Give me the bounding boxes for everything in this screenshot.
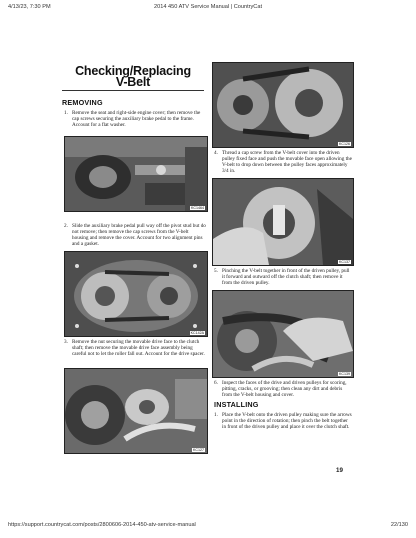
title-divider bbox=[62, 90, 204, 91]
page-title bbox=[60, 66, 206, 88]
step-number: 3. bbox=[64, 339, 68, 345]
print-page-title: 2014 450 ATV Service Manual | CountryCat bbox=[154, 4, 262, 10]
movable-drive-face-photo-icon bbox=[65, 369, 207, 453]
step-text: Place the V-belt onto the driven pulley making sure the arrows point in the direction of rotation; then pinch the belt together in front of the driven pulley and place it over the clutch shaft. bbox=[222, 412, 352, 430]
v-belt-housing-photo-icon bbox=[65, 252, 207, 336]
brake-pedal-photo-icon bbox=[65, 137, 207, 211]
install-step-1 bbox=[214, 412, 352, 430]
page-title-line1: Checking/Replacing bbox=[75, 64, 191, 78]
driven-pulley-photo-icon bbox=[213, 63, 353, 147]
step-text: Inspect the faces of the drive and driven pulleys for scoring, pitting, cracks, or grooving; then clean any dirt and debris from the V-belt housing and cover. bbox=[222, 380, 347, 398]
print-url: https://support.countrycat.com/posts/2800606-2014-450-atv-service-manual bbox=[8, 522, 196, 528]
step-4 bbox=[214, 150, 352, 174]
step-text: Thread a cap screw from the V-belt cover into the driven pulley fixed face and push the movable face open allowing the V-belt to drop down between the pulley faces approximately 3/4 in. bbox=[222, 150, 352, 174]
cap-screw-pulley-photo-icon bbox=[213, 179, 353, 265]
figure-label: KC137 bbox=[339, 260, 350, 264]
step-number: 1. bbox=[64, 110, 68, 116]
step-text: Remove the nut securing the movable drive face to the clutch shaft; then remove the movable drive face assembly being careful not to let the roller fall out. Account for the drive spacer. bbox=[72, 339, 205, 357]
print-page-count: 22/130 bbox=[390, 522, 408, 528]
step-number: 6. bbox=[214, 380, 218, 386]
step-1 bbox=[64, 110, 206, 128]
figure-brake-pedal bbox=[64, 136, 208, 212]
step-number: 2. bbox=[64, 223, 68, 229]
step-text: Pinching the V-belt together in front of the driven pulley, pull it forward and outward off the clutch shaft; then remove it from the driven pulley. bbox=[222, 268, 350, 286]
installing-heading: INSTALLING bbox=[214, 400, 259, 409]
figure-label: KC142A bbox=[190, 331, 204, 335]
figure-cap-screw-pulley bbox=[212, 178, 354, 266]
figure-label: KC127 bbox=[193, 448, 204, 452]
browser-print-footer bbox=[0, 519, 416, 533]
page-number: 19 bbox=[336, 467, 343, 474]
v-belt-removal-photo-icon bbox=[213, 291, 353, 377]
step-number: 5. bbox=[214, 268, 218, 274]
figure-v-belt-removal bbox=[212, 290, 354, 378]
step-text: Slide the auxiliary brake pedal pull way off the pivot stud but do not remove; then remove the cap screws from the V-belt housing and remove the cover. Account for two alignment pins and a gasket. bbox=[72, 223, 206, 247]
figure-driven-pulley bbox=[212, 62, 354, 148]
step-6 bbox=[214, 380, 352, 398]
figure-label: KC139 bbox=[339, 372, 350, 376]
step-text: Remove the seat and right-side engine cover; then remove the cap screws securing the auxiliary brake pedal to the frame. Account for a flat washer. bbox=[72, 110, 201, 128]
figure-label: KC1464 bbox=[191, 206, 204, 210]
print-timestamp: 4/13/23, 7:30 PM bbox=[8, 4, 51, 10]
step-3 bbox=[64, 339, 206, 357]
removing-heading: REMOVING bbox=[62, 98, 103, 107]
step-5 bbox=[214, 268, 352, 286]
figure-label: KC126 bbox=[339, 142, 350, 146]
figure-movable-drive-face bbox=[64, 368, 208, 454]
step-number: 4. bbox=[214, 150, 218, 156]
page-title-line2: V-Belt bbox=[115, 75, 151, 89]
figure-v-belt-housing bbox=[64, 251, 208, 337]
step-number: 1. bbox=[214, 412, 218, 418]
browser-print-header bbox=[0, 0, 416, 14]
step-2 bbox=[64, 223, 206, 247]
